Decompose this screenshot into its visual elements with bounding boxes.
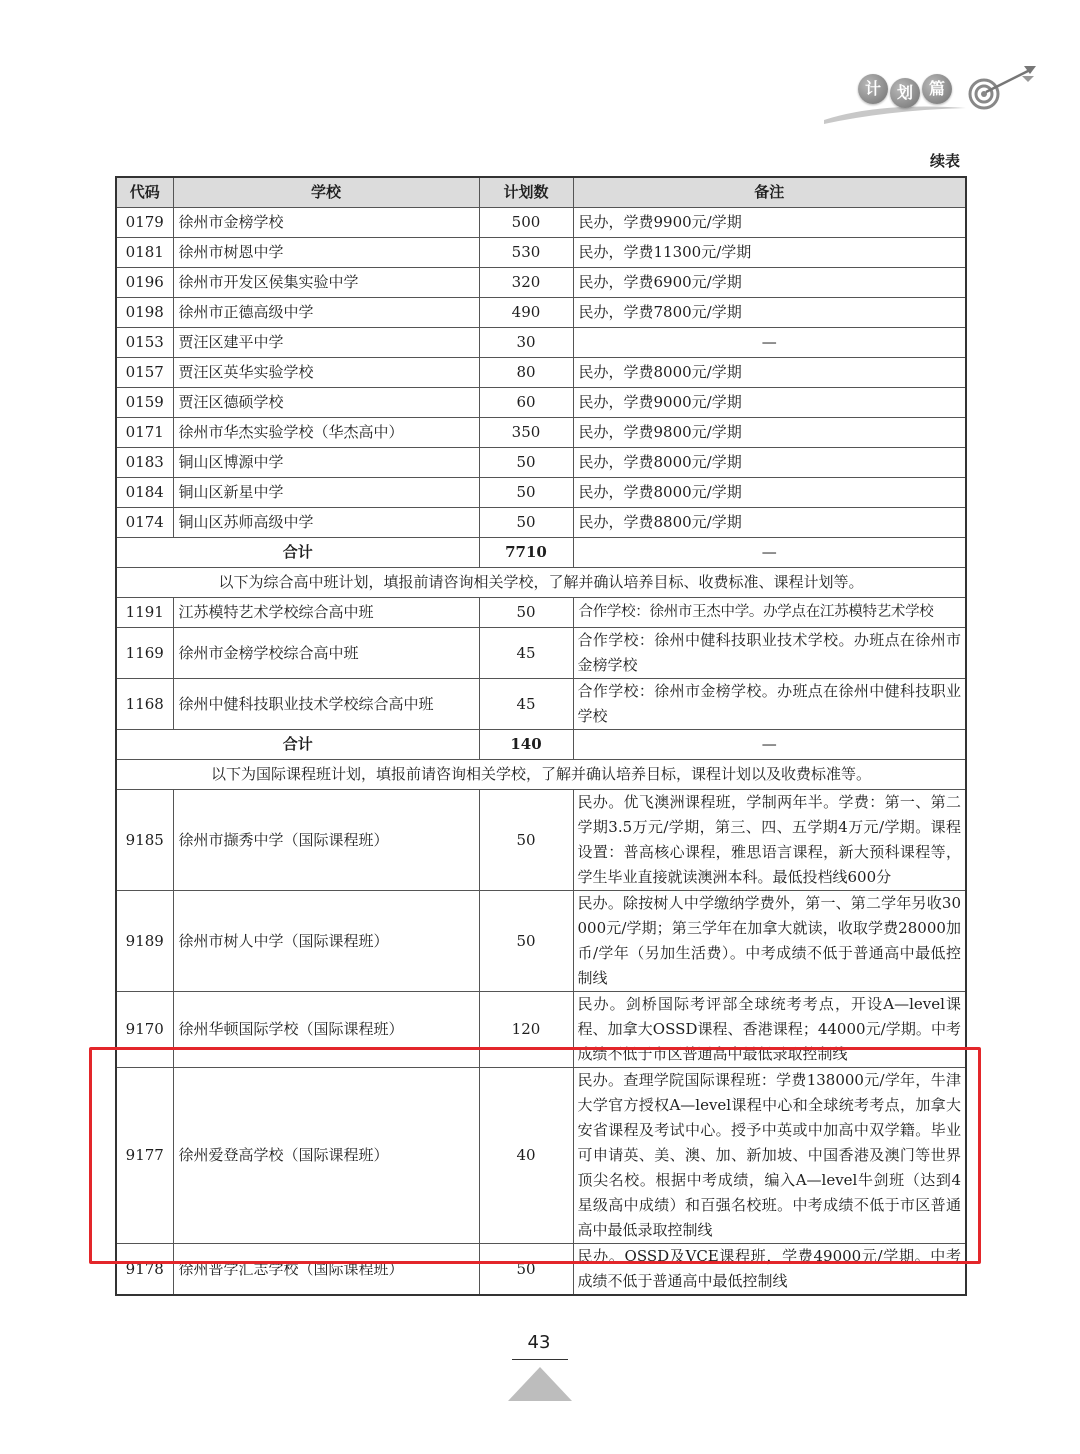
cell-remark: 合作学校：徐州中健科技职业技术学校。办班点在徐州市金榜学校: [573, 628, 966, 679]
cell-remark: 民办。查理学院国际课程班：学费138000元/学年，牛津大学官方授权A—level课程中心和全球统考考点，加拿大安省课程及考试中心。授予中英或中加高中双学籍。毕业可申请英、美、澳、加、新加坡、中国香港及澳门等世界顶尖名校。根据中考成绩，编入A—level牛剑班（达到4星级高中成绩）和百强名校班。中考成绩不低于市区普通高中最低录取控制线: [573, 1068, 966, 1244]
cell-plan: 120: [479, 992, 573, 1068]
page-number-rule: [512, 1359, 568, 1360]
cell-remark: 民办，学费8000元/学期: [573, 358, 966, 388]
page-number: 43: [527, 1332, 551, 1353]
cell-school: 徐州中健科技职业技术学校综合高中班: [173, 679, 479, 730]
table-row: [116, 208, 966, 238]
cell-code: 0157: [116, 358, 173, 388]
cell-code: 0183: [116, 448, 173, 478]
cell-code: 9185: [116, 790, 173, 891]
cell-school: 贾汪区建平中学: [173, 328, 479, 358]
section-badges: [858, 74, 952, 110]
cell-school: 徐州市正德高级中学: [173, 298, 479, 328]
cell-code: 0171: [116, 418, 173, 448]
cell-code: 0159: [116, 388, 173, 418]
cell-plan: 50: [479, 790, 573, 891]
cell-code: 0179: [116, 208, 173, 238]
cell-code: 0153: [116, 328, 173, 358]
cell-code: 1169: [116, 628, 173, 679]
section-note-row: [116, 568, 966, 598]
cell-code: 0184: [116, 478, 173, 508]
cell-plan: 45: [479, 679, 573, 730]
cell-remark: 民办，学费8000元/学期: [573, 478, 966, 508]
cell-plan: 500: [479, 208, 573, 238]
cell-plan: 50: [479, 478, 573, 508]
section-badge: 划: [890, 78, 920, 108]
cell-remark: 民办。优飞澳洲课程班，学制两年半。学费：第一、第二学期3.5万元/学期，第三、四、五学期4万元/学期。课程设置：普高核心课程，雅思语言课程，新大预科课程等，学生毕业直接就读澳洲本科。最低投档线600分: [573, 790, 966, 891]
cell-plan: 60: [479, 388, 573, 418]
cell-plan: 350: [479, 418, 573, 448]
cell-code: 0174: [116, 508, 173, 538]
cell-school: 铜山区苏师高级中学: [173, 508, 479, 538]
cell-plan: 490: [479, 298, 573, 328]
cell-plan: 50: [479, 448, 573, 478]
cell-plan: 320: [479, 268, 573, 298]
cell-school: 徐州市金榜学校综合高中班: [173, 628, 479, 679]
admission-plan-table: [115, 176, 967, 1296]
cell-code: 0198: [116, 298, 173, 328]
cell-remark: 民办，学费6900元/学期: [573, 268, 966, 298]
total-remark: —: [573, 730, 966, 760]
cell-school: 徐州市华杰实验学校（华杰高中）: [173, 418, 479, 448]
table-header-row: [116, 177, 966, 208]
table-row: [116, 418, 966, 448]
triangle-decoration-icon: [508, 1367, 572, 1401]
cell-remark: 民办，学费9900元/学期: [573, 208, 966, 238]
cell-school: 徐州普学汇志学校（国际课程班）: [173, 1244, 479, 1296]
cell-plan: 50: [479, 891, 573, 992]
table-row: [116, 298, 966, 328]
cell-school: 徐州爱登高学校（国际课程班）: [173, 1068, 479, 1244]
cell-school: 徐州市树人中学（国际课程班）: [173, 891, 479, 992]
total-label: 合计: [116, 538, 479, 568]
cell-school: 江苏模特艺术学校综合高中班: [173, 598, 479, 628]
cell-plan: 50: [479, 508, 573, 538]
cell-remark: 合作学校：徐州市金榜学校。办班点在徐州中健科技职业学校: [573, 679, 966, 730]
cell-school: 徐州华顿国际学校（国际课程班）: [173, 992, 479, 1068]
table-row: [116, 628, 966, 679]
cell-plan: 45: [479, 628, 573, 679]
section-note: 以下为综合高中班计划，填报前请咨询相关学校，了解并确认培养目标、收费标准、课程计划等。: [116, 568, 966, 598]
cell-plan: 80: [479, 358, 573, 388]
section-note-row: [116, 760, 966, 790]
cell-school: 徐州市树恩中学: [173, 238, 479, 268]
total-plan: 140: [479, 730, 573, 760]
section-badge: 篇: [922, 74, 952, 104]
table-row: [116, 268, 966, 298]
cell-code: 9178: [116, 1244, 173, 1296]
section-badge: 计: [858, 74, 888, 104]
table-row: [116, 679, 966, 730]
cell-remark: 民办，学费8800元/学期: [573, 508, 966, 538]
total-remark: —: [573, 538, 966, 568]
cell-code: 9189: [116, 891, 173, 992]
cell-school: 铜山区新星中学: [173, 478, 479, 508]
cell-plan: 50: [479, 1244, 573, 1296]
total-row: [116, 730, 966, 760]
cell-school: 铜山区博源中学: [173, 448, 479, 478]
table-row: [116, 448, 966, 478]
table-row: [116, 508, 966, 538]
cell-remark: 民办，学费9000元/学期: [573, 388, 966, 418]
cell-code: 1191: [116, 598, 173, 628]
cell-remark: 民办。剑桥国际考评部全球统考考点，开设A—level课程、加拿大OSSD课程、香港课程；44000元/学期。中考成绩不低于市区普通高中最低录取控制线: [573, 992, 966, 1068]
cell-code: 1168: [116, 679, 173, 730]
cell-remark: 民办。除按树人中学缴纳学费外，第一、第二学年另收30000元/学期；第三学年在加拿大就读，收取学费28000加币/学年（另加生活费）。中考成绩不低于普通高中最低控制线: [573, 891, 966, 992]
table-row: [116, 358, 966, 388]
cell-remark: 民办，学费11300元/学期: [573, 238, 966, 268]
total-plan: 7710: [479, 538, 573, 568]
cell-school: 徐州市金榜学校: [173, 208, 479, 238]
cell-code: 9177: [116, 1068, 173, 1244]
table-row: [116, 891, 966, 992]
cell-remark: 民办。OSSD及VCE课程班，学费49000元/学期。中考成绩不低于普通高中最低控制线: [573, 1244, 966, 1296]
cell-code: 0181: [116, 238, 173, 268]
table-row: [116, 328, 966, 358]
cell-school: 徐州市开发区侯集实验中学: [173, 268, 479, 298]
table-row: [116, 1244, 966, 1296]
cell-plan: 30: [479, 328, 573, 358]
cell-plan: 40: [479, 1068, 573, 1244]
cell-remark: —: [573, 328, 966, 358]
total-label: 合计: [116, 730, 479, 760]
cell-school: 贾汪区德硕学校: [173, 388, 479, 418]
cell-remark: 合作学校：徐州市王杰中学。办学点在江苏模特艺术学校: [573, 598, 966, 628]
cell-school: 徐州市撷秀中学（国际课程班）: [173, 790, 479, 891]
cell-plan: 530: [479, 238, 573, 268]
table-row-highlighted: [116, 1068, 966, 1244]
cell-code: 0196: [116, 268, 173, 298]
header-plan: 计划数: [479, 177, 573, 208]
header-school: 学校: [173, 177, 479, 208]
cell-remark: 民办，学费8000元/学期: [573, 448, 966, 478]
total-row: [116, 538, 966, 568]
table-row: [116, 478, 966, 508]
table-row: [116, 388, 966, 418]
target-arrow-icon: [968, 62, 1038, 118]
table-row: [116, 238, 966, 268]
cell-plan: 50: [479, 598, 573, 628]
cell-remark: 民办，学费7800元/学期: [573, 298, 966, 328]
cell-code: 9170: [116, 992, 173, 1068]
continued-label: 续表: [930, 152, 961, 170]
section-banner: [820, 62, 1040, 132]
table-row: [116, 790, 966, 891]
table-row: [116, 992, 966, 1068]
table-row: [116, 598, 966, 628]
header-remark: 备注: [573, 177, 966, 208]
cell-remark: 民办，学费9800元/学期: [573, 418, 966, 448]
section-note: 以下为国际课程班计划，填报前请咨询相关学校，了解并确认培养目标，课程计划以及收费标准等。: [116, 760, 966, 790]
header-code: 代码: [116, 177, 173, 208]
cell-school: 贾汪区英华实验学校: [173, 358, 479, 388]
